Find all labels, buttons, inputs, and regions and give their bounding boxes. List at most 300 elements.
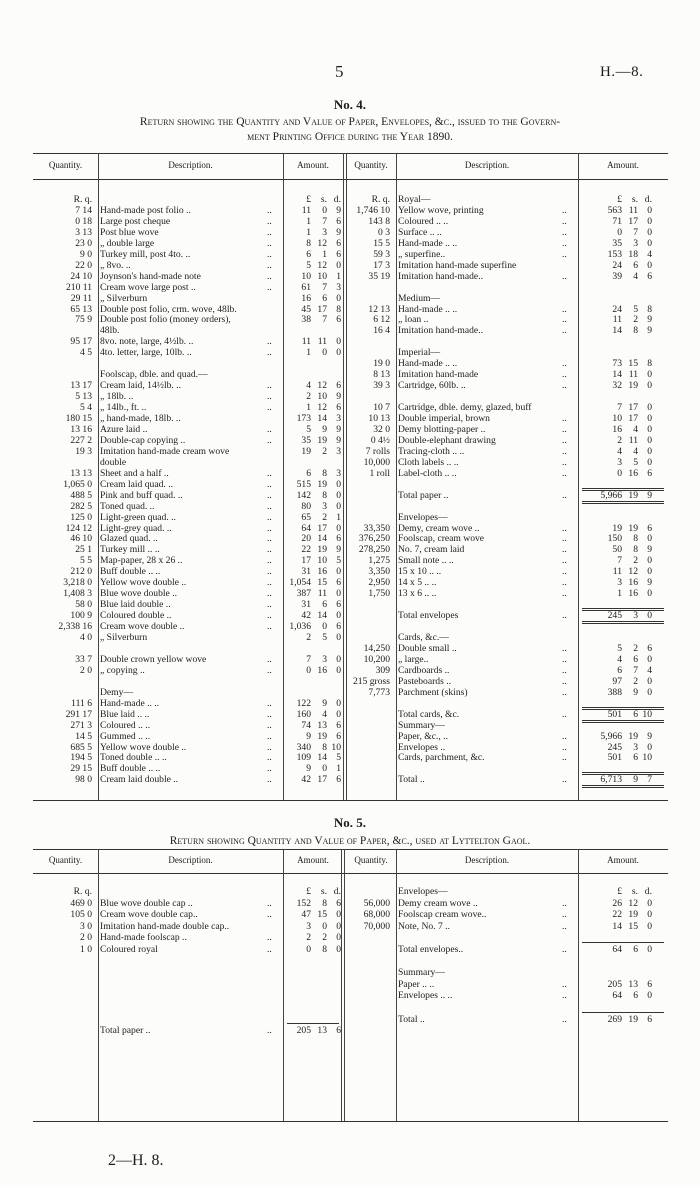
description-cell: Total envelopes.. xyxy=(398,944,464,955)
quantity-cell: 9 0 xyxy=(80,248,92,260)
amount-cell xyxy=(283,632,343,644)
leader-dots: .. xyxy=(267,599,272,611)
amount-pence: 9 xyxy=(336,423,341,435)
amount-shillings: 4 xyxy=(322,708,327,720)
amount-pounds: 11 xyxy=(612,566,622,578)
amount-pounds: 35 xyxy=(612,237,622,249)
amount-pence: 0 xyxy=(647,990,652,1002)
amount-cell xyxy=(594,665,684,677)
amount-pounds: 160 xyxy=(296,708,311,720)
amount-cell xyxy=(283,194,343,206)
description-cell: Imitation hand-made xyxy=(398,369,479,381)
amount-pence: 10 xyxy=(642,752,652,764)
leader-dots: .. xyxy=(267,577,272,589)
amount-pounds: 109 xyxy=(296,752,311,764)
quantity-cell: R. q. xyxy=(73,194,92,205)
amount-pounds: 31 xyxy=(301,599,311,611)
amount-pounds: 2 xyxy=(306,391,311,403)
amount-pence: 6 xyxy=(336,897,341,909)
amount-pounds: 31 xyxy=(301,566,311,578)
description-cell: Cream wove double .. xyxy=(100,621,185,633)
description-cell: „ superfine.. xyxy=(398,248,446,260)
description-cell: Tracing-cloth .. .. xyxy=(398,445,465,457)
description-cell: „ 8vo. .. xyxy=(100,259,131,271)
amount-shillings: 16 xyxy=(628,588,638,600)
description-cell: Hand-made .. .. xyxy=(398,237,458,249)
header-bottom-rule xyxy=(33,179,668,180)
amount-shillings: 18 xyxy=(628,248,638,260)
description-cell: Double-elephant drawing xyxy=(398,434,496,446)
amount-pence: 0 xyxy=(336,632,341,643)
amount-pounds: 17 xyxy=(301,555,311,567)
quantity-cell: 1 roll xyxy=(369,467,390,479)
amount-cell xyxy=(283,577,343,589)
amount-pounds: 74 xyxy=(301,719,311,731)
amount-shillings: 9 xyxy=(322,697,327,709)
description-cell: Toned quad. .. xyxy=(100,500,155,512)
amount-cell xyxy=(594,687,684,699)
leader-dots: .. xyxy=(562,270,567,282)
quantity-cell: 278,250 xyxy=(358,544,390,556)
amount-pounds: 3 xyxy=(617,456,622,468)
leader-dots: .. xyxy=(562,489,567,501)
amount-pence: 0 xyxy=(336,336,341,348)
quantity-cell: 95 17 xyxy=(70,336,92,348)
amount-shillings: 0 xyxy=(322,347,327,359)
amount-pounds: 340 xyxy=(296,741,311,753)
amount-pence: 6 xyxy=(336,314,341,326)
amount-cell xyxy=(594,709,684,721)
amount-shillings: 7 xyxy=(322,314,327,326)
amount-pence: 0 xyxy=(336,259,341,271)
description-cell: „ double large xyxy=(100,237,155,249)
leader-dots: .. xyxy=(267,730,272,742)
quantity-cell: 58 0 xyxy=(75,599,92,611)
amount-pence: 1 xyxy=(336,511,341,523)
table-bottom-rule xyxy=(33,1121,668,1122)
quantity-cell: 3 0 xyxy=(80,920,92,932)
amount-pence: 0 xyxy=(336,347,341,359)
description-cell: Medium— xyxy=(398,292,441,304)
description-cell: Cardboards .. xyxy=(398,664,450,676)
leader-dots: .. xyxy=(562,978,567,990)
amount-shillings: s. xyxy=(631,194,638,205)
quantity-cell: 25 1 xyxy=(75,544,92,556)
quantity-cell: 5 4 xyxy=(80,402,92,414)
amount-cell xyxy=(283,599,343,611)
amount-pounds: 32 xyxy=(612,380,622,392)
amount-pence: 8 xyxy=(336,303,341,315)
quantity-cell: 33,350 xyxy=(363,522,390,534)
quantity-cell: 180 15 xyxy=(65,413,92,424)
amount-shillings: 8 xyxy=(633,533,638,545)
amount-cell xyxy=(283,424,343,436)
quantity-cell: 24 10 xyxy=(70,270,92,282)
quantity-cell: 13 17 xyxy=(70,380,92,392)
quantity-cell: 685 5 xyxy=(70,741,92,753)
amount-pounds: 501 xyxy=(607,752,622,764)
quantity-cell: 111 6 xyxy=(71,697,92,709)
amount-cell xyxy=(594,238,684,250)
description-cell: „ large.. xyxy=(398,653,429,665)
quantity-cell: 0 18 xyxy=(75,215,92,227)
amount-cell xyxy=(594,468,684,480)
amount-pence: 4 xyxy=(647,664,652,676)
amount-cell xyxy=(283,380,343,392)
amount-pounds: 4 xyxy=(306,380,311,392)
amount-pence: 0 xyxy=(647,423,652,435)
document-reference: H.—8. xyxy=(600,64,644,80)
leader-dots: .. xyxy=(267,763,272,775)
leader-dots: .. xyxy=(267,664,272,676)
quantity-cell: 1,408 3 xyxy=(63,588,92,600)
table-top-rule xyxy=(33,153,668,154)
leader-dots: .. xyxy=(562,467,567,479)
amount-pence: 6 xyxy=(647,270,652,282)
leader-dots: .. xyxy=(267,237,272,249)
amount-pounds: 38 xyxy=(301,314,311,326)
description-cell: Foolscap, cream wove xyxy=(398,533,485,545)
amount-shillings: 10 xyxy=(317,391,327,403)
description-cell: Envelopes .. .. xyxy=(398,990,453,1002)
amount-pence: 0 xyxy=(336,653,341,665)
table4-title: No. 4. xyxy=(333,97,367,112)
leader-dots: .. xyxy=(267,215,272,227)
amount-cell xyxy=(594,1014,684,1026)
description-cell: Hand-made .. .. xyxy=(100,697,160,709)
description-cell: „ copying .. xyxy=(100,664,145,676)
quantity-cell: 65 13 xyxy=(70,303,92,315)
description-cell: Envelopes— xyxy=(398,886,448,897)
amount-pence: 9 xyxy=(647,325,652,337)
amount-cell xyxy=(283,752,343,764)
amount-pounds: 16 xyxy=(612,423,622,435)
leader-dots: .. xyxy=(562,522,567,534)
quantity-cell: 7,773 xyxy=(368,686,390,698)
leader-dots: .. xyxy=(562,204,567,216)
leader-dots: .. xyxy=(267,270,272,282)
amount-shillings: 15 xyxy=(628,920,638,932)
amount-pounds: 388 xyxy=(607,686,622,698)
leader-dots: .. xyxy=(562,533,567,545)
amount-cell xyxy=(594,227,684,239)
quantity-cell: 13 16 xyxy=(70,423,92,435)
amount-pounds: 19 xyxy=(612,522,622,534)
amount-pence: d. xyxy=(644,886,652,897)
amount-cell xyxy=(283,413,343,425)
amount-shillings: 14 xyxy=(317,752,327,764)
header-description: Description. xyxy=(464,160,510,170)
description-cell: Gummed .. .. xyxy=(100,730,151,742)
amount-pence: 5 xyxy=(336,555,341,567)
description-cell: Large post cheque xyxy=(100,215,171,227)
amount-pounds: 5,966 xyxy=(600,730,622,742)
leader-dots: .. xyxy=(562,358,567,370)
amount-cell xyxy=(594,588,684,600)
amount-shillings: 8 xyxy=(322,741,327,753)
amount-pence: 8 xyxy=(647,303,652,315)
amount-pounds: 19 xyxy=(301,445,311,457)
amount-pence: 9 xyxy=(647,314,652,326)
quantity-cell: 19 3 xyxy=(75,445,92,457)
amount-cell xyxy=(283,293,343,305)
amount-pence: 0 xyxy=(336,478,341,490)
amount-cell xyxy=(594,424,684,436)
amount-pounds: 35 xyxy=(301,434,311,446)
header-quantity: Quantity. xyxy=(48,855,83,865)
quantity-cell: R. q. xyxy=(73,886,92,897)
table5-title: No. 5. xyxy=(333,815,367,830)
quantity-cell: 212 0 xyxy=(70,566,92,578)
amount-pounds: 5 xyxy=(306,423,311,435)
table-top-rule xyxy=(33,849,668,850)
amount-pence: 8 xyxy=(647,358,652,370)
quantity-cell: 17 3 xyxy=(373,259,390,271)
header-amount: Amount. xyxy=(607,160,639,170)
description-cell: Cartridge, dble. demy, glazed, buff xyxy=(398,402,532,414)
amount-pence: 6 xyxy=(647,642,652,654)
description-cell: Imitation hand-made.. xyxy=(398,325,483,337)
amount-pounds: 8 xyxy=(306,237,311,249)
amount-shillings: 0 xyxy=(322,204,327,216)
amount-shillings: 6 xyxy=(633,752,638,764)
description-cell: Royal— xyxy=(398,194,431,205)
amount-cell xyxy=(594,325,684,337)
header-amount: Amount. xyxy=(607,855,639,865)
amount-cell xyxy=(594,577,684,589)
leader-dots: .. xyxy=(267,380,272,392)
amount-pounds: 64 xyxy=(301,522,311,534)
amount-pence: 7 xyxy=(647,774,652,786)
amount-pounds: 7 xyxy=(617,402,622,414)
amount-cell xyxy=(283,512,343,524)
quantity-cell: 7 14 xyxy=(75,204,92,216)
amount-cell xyxy=(594,380,684,392)
description-cell: Hand-made .. .. xyxy=(398,358,458,370)
amount-shillings: 9 xyxy=(633,774,638,786)
amount-pounds: 80 xyxy=(301,500,311,512)
amount-shillings: 4 xyxy=(633,423,638,435)
quantity-cell: 1,275 xyxy=(368,555,390,567)
description-cell: Note, No. 7 .. xyxy=(398,920,450,932)
quantity-cell: 16 4 xyxy=(373,325,390,337)
amount-pounds: 153 xyxy=(607,248,622,260)
amount-pounds: 22 xyxy=(612,909,622,921)
description-cell: Buff double .. .. xyxy=(100,566,161,578)
amount-pence: 6 xyxy=(336,215,341,227)
quantity-cell: 46 10 xyxy=(70,533,92,545)
amount-cell xyxy=(594,314,684,326)
amount-shillings: 9 xyxy=(633,686,638,698)
amount-pounds: 11 xyxy=(301,336,311,348)
amount-pounds: 1 xyxy=(306,402,311,414)
amount-shillings: 0 xyxy=(322,763,327,775)
description-cell: Demy cream wove .. xyxy=(398,897,478,909)
description-cell: Sheet and a half .. xyxy=(100,467,169,479)
description-cell: Azure laid .. xyxy=(100,423,148,435)
leader-dots: .. xyxy=(267,621,272,633)
amount-pence: 3 xyxy=(336,467,341,479)
amount-cell xyxy=(594,886,684,898)
amount-cell xyxy=(283,720,343,732)
leader-dots: .. xyxy=(267,391,272,403)
leader-dots: .. xyxy=(267,653,272,665)
amount-shillings: 7 xyxy=(322,215,327,227)
amount-cell xyxy=(283,1025,343,1037)
description-cell: Imitation hand-made superfine xyxy=(398,259,517,271)
amount-pounds: 9 xyxy=(306,763,311,775)
description-cell: „ Silverburn xyxy=(100,292,148,304)
amount-shillings: 2 xyxy=(633,675,638,687)
quantity-cell: 6 12 xyxy=(373,314,390,326)
quantity-cell: 19 0 xyxy=(373,358,390,370)
amount-pounds: 5 xyxy=(617,642,622,654)
quantity-cell: 376,250 xyxy=(358,533,390,545)
amount-pounds: 5 xyxy=(306,259,311,271)
quantity-cell: 0 3 xyxy=(378,226,390,238)
amount-pence: 0 xyxy=(647,653,652,665)
leader-dots: .. xyxy=(267,434,272,446)
amount-cell xyxy=(283,533,343,545)
amount-shillings: 2 xyxy=(633,555,638,567)
leader-dots: .. xyxy=(562,920,567,932)
leader-dots: .. xyxy=(562,577,567,589)
table5-caption: Return showing Quantity and Value of Paper, &c., used at Lyttelton Gaol. xyxy=(169,835,531,847)
amount-pounds: 3 xyxy=(306,920,311,932)
amount-pounds: 1,054 xyxy=(289,577,311,589)
description-cell: Yellow wove double .. xyxy=(100,741,187,753)
amount-pence: 0 xyxy=(647,369,652,381)
amount-cell xyxy=(594,731,684,743)
amount-pounds: 1,036 xyxy=(289,621,311,633)
quantity-cell: 1 0 xyxy=(80,944,92,955)
leader-dots: .. xyxy=(267,522,272,534)
quantity-cell: 56,000 xyxy=(363,897,390,909)
amount-shillings: 1 xyxy=(322,248,327,260)
amount-pence: 6 xyxy=(336,1025,341,1037)
amount-pounds: £ xyxy=(617,886,622,897)
amount-pence: 9 xyxy=(647,544,652,556)
description-cell: Demy blotting-paper .. xyxy=(398,423,486,435)
amount-pence: 5 xyxy=(336,752,341,764)
quantity-cell: 1,750 xyxy=(368,588,390,600)
quantity-cell: 13 13 xyxy=(70,467,92,479)
amount-shillings: 4 xyxy=(633,270,638,282)
quantity-cell: 124 12 xyxy=(65,522,92,534)
quantity-cell: 2,950 xyxy=(368,577,390,589)
amount-pounds: 14 xyxy=(612,325,622,337)
description-cell: Summary— xyxy=(398,719,445,731)
leader-dots: .. xyxy=(267,708,272,720)
amount-pence: 6 xyxy=(336,621,341,633)
quantity-cell: 23 0 xyxy=(75,237,92,249)
amount-shillings: 17 xyxy=(628,215,638,227)
quantity-cell: 98 0 xyxy=(75,774,92,786)
amount-pounds: 7 xyxy=(617,555,622,567)
amount-shillings: 7 xyxy=(322,281,327,293)
amount-shillings: 2 xyxy=(322,932,327,944)
amount-cell xyxy=(283,501,343,513)
quantity-cell: 1,065 0 xyxy=(63,478,92,490)
amount-pence: 9 xyxy=(336,204,341,216)
amount-pounds: 515 xyxy=(296,478,311,490)
leader-dots: .. xyxy=(267,1025,272,1037)
quantity-cell: 0 4½ xyxy=(370,434,390,446)
quantity-cell: 10 7 xyxy=(373,402,390,414)
quantity-cell: 194 5 xyxy=(70,752,92,764)
amount-shillings: s. xyxy=(320,886,327,897)
quantity-cell: 105 0 xyxy=(70,909,92,921)
amount-pence: d. xyxy=(644,194,652,205)
amount-cell xyxy=(594,260,684,272)
description-cell: Hand-made .. .. xyxy=(398,303,458,315)
amount-cell xyxy=(283,249,343,261)
description-cell: Post blue wove xyxy=(100,226,159,238)
amount-cell xyxy=(283,260,343,272)
amount-pounds: 47 xyxy=(301,909,311,921)
amount-cell xyxy=(594,402,684,414)
amount-pounds: 73 xyxy=(612,358,622,370)
description-cell: Cream wove double cap.. xyxy=(100,909,198,921)
amount-pence: 0 xyxy=(336,610,341,622)
amount-shillings: 16 xyxy=(317,664,327,676)
amount-pounds: 16 xyxy=(301,292,311,304)
quantity-cell: 210 11 xyxy=(65,281,92,293)
amount-cell xyxy=(594,358,684,370)
leader-dots: .. xyxy=(267,500,272,512)
column-rule xyxy=(98,153,99,800)
amount-pounds: 0 xyxy=(617,467,622,479)
quantity-cell: 39 3 xyxy=(373,380,390,392)
amount-pounds: 387 xyxy=(296,588,311,600)
description-cell: 4to. letter, large, 10lb. .. xyxy=(100,347,192,359)
leader-dots: .. xyxy=(267,533,272,545)
amount-pounds: 50 xyxy=(612,544,622,556)
amount-pence: 0 xyxy=(647,226,652,238)
amount-pence: 9 xyxy=(336,434,341,446)
amount-cell xyxy=(283,665,343,677)
amount-shillings: 16 xyxy=(317,566,327,578)
description-cell: Double imperial, brown xyxy=(398,413,490,424)
amount-pence: 9 xyxy=(647,730,652,742)
amount-pounds: £ xyxy=(306,194,311,205)
header-bottom-rule xyxy=(33,873,668,874)
amount-shillings: 17 xyxy=(317,303,327,315)
amount-pence: 0 xyxy=(336,909,341,921)
leader-dots: .. xyxy=(562,226,567,238)
amount-pence: 0 xyxy=(336,489,341,501)
description-cell: Blue laid double .. xyxy=(100,599,171,611)
amount-shillings: 19 xyxy=(317,478,327,490)
header-description: Description. xyxy=(464,855,510,865)
quantity-cell: 75 9 xyxy=(75,314,92,326)
amount-pounds: 245 xyxy=(607,741,622,753)
quantity-cell: 68,000 xyxy=(363,909,390,921)
description-cell: Parchment (skins) xyxy=(398,686,468,698)
amount-pence: 6 xyxy=(336,237,341,249)
amount-pence: 0 xyxy=(336,708,341,720)
quantity-cell: 14,250 xyxy=(363,642,390,654)
amount-pence: 6 xyxy=(647,522,652,534)
description-cell: Imitation hand-made cream wove xyxy=(100,445,230,457)
sum-rule xyxy=(582,942,664,943)
amount-pence: 9 xyxy=(647,489,652,501)
amount-pounds: 14 xyxy=(612,369,622,381)
amount-pounds: 563 xyxy=(607,204,622,216)
quantity-cell: 2,338 16 xyxy=(58,621,92,633)
amount-shillings: 7 xyxy=(633,664,638,676)
amount-cell xyxy=(283,654,343,666)
